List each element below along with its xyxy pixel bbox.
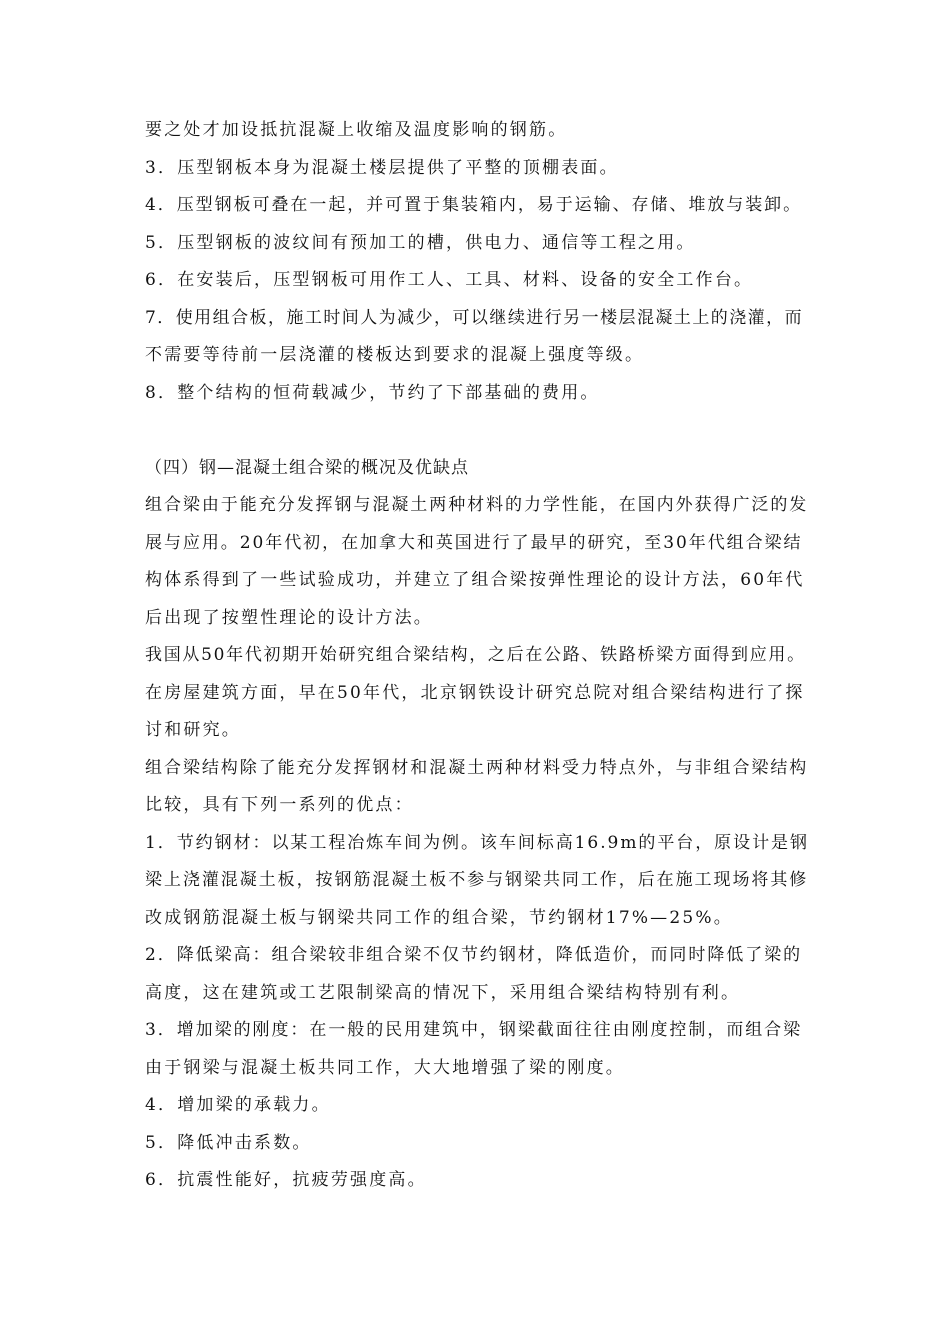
list-item: 1．节约钢材：以某工程冶炼车间为例。该车间标高16.9m的平台，原设计是钢 [145, 832, 809, 853]
list-item: 4．压型钢板可叠在一起，并可置于集装箱内，易于运输、存储、堆放与装卸。 [145, 195, 803, 215]
list-item: 3．增加梁的刚度：在一般的民用建筑中，钢梁截面往往由刚度控制，而组合梁 [145, 1020, 803, 1040]
text-line: 要之处才加设抵抗混凝上收缩及温度影响的钢筋。 [145, 120, 568, 140]
list-item-continuation: 梁上浇灌混凝土板，按钢筋混凝土板不参与钢梁共同工作，后在施工现场将其修 [145, 870, 809, 890]
paragraph-line: 后出现了按塑性理论的设计方法。 [145, 607, 433, 628]
list-item: 2．降低梁高：组合梁较非组合梁不仅节约钢材，降低造价，而同时降低了梁的 [145, 945, 803, 965]
list-item-continuation: 不需要等待前一层浇灌的楼板达到要求的混凝上强度等级。 [145, 345, 645, 365]
paragraph-line: 构体系得到了一些试验成功，并建立了组合梁按弹性理论的设计方法，60年代 [145, 570, 805, 590]
paragraph-line: 组合梁由于能充分发挥钢与混凝土两种材料的力学性能，在国内外获得广泛的发 [145, 495, 809, 515]
list-item: 5．压型钢板的波纹间有预加工的槽，供电力、通信等工程之用。 [145, 232, 696, 253]
paragraph-line: 我国从50年代初期开始研究组合梁结构，之后在公路、铁路桥梁方面得到应用。 [145, 645, 806, 665]
section-heading: （四）钢—混凝土组合梁的概况及优缺点 [145, 457, 469, 478]
paragraph-line: 在房屋建筑方面，早在50年代，北京钢铁设计研究总院对组合梁结构进行了探 [145, 682, 805, 703]
list-item: 8．整个结构的恒荷载减少，节约了下部基础的费用。 [145, 382, 600, 403]
list-item: 7．使用组合板，施工时间人为减少，可以继续进行另一楼层混凝土上的浇灌，而 [145, 307, 804, 328]
list-item: 5．降低冲击系数。 [145, 1132, 312, 1153]
list-item-continuation: 改成钢筋混凝土板与钢梁共同工作的组合梁，节约钢材17%—25%。 [145, 907, 733, 928]
paragraph-line: 比较，具有下列一系列的优点： [145, 795, 414, 815]
paragraph-line: 讨和研究。 [145, 720, 241, 740]
list-item-continuation: 高度，这在建筑或工艺限制梁高的情况下，采用组合梁结构特别有利。 [145, 982, 741, 1003]
section-gap [145, 412, 810, 450]
list-item: 4．增加梁的承载力。 [145, 1095, 331, 1115]
list-item-continuation: 由于钢梁与混凝土板共同工作，大大地增强了梁的刚度。 [145, 1057, 625, 1078]
paragraph-line: 展与应用。20年代初，在加拿大和英国进行了最早的研究，至30年代组合梁结 [145, 532, 803, 553]
paragraph-line: 组合梁结构除了能充分发挥钢材和混凝土两种材料受力特点外，与非组合梁结构 [145, 757, 809, 778]
list-item: 6．在安装后，压型钢板可用作工人、工具、材料、设备的安全工作台。 [145, 270, 754, 290]
list-item: 3．压型钢板本身为混凝土楼层提供了平整的顶棚表面。 [145, 157, 619, 178]
list-item: 6．抗震性能好，抗疲劳强度高。 [145, 1170, 427, 1190]
document-body [145, 112, 810, 1200]
